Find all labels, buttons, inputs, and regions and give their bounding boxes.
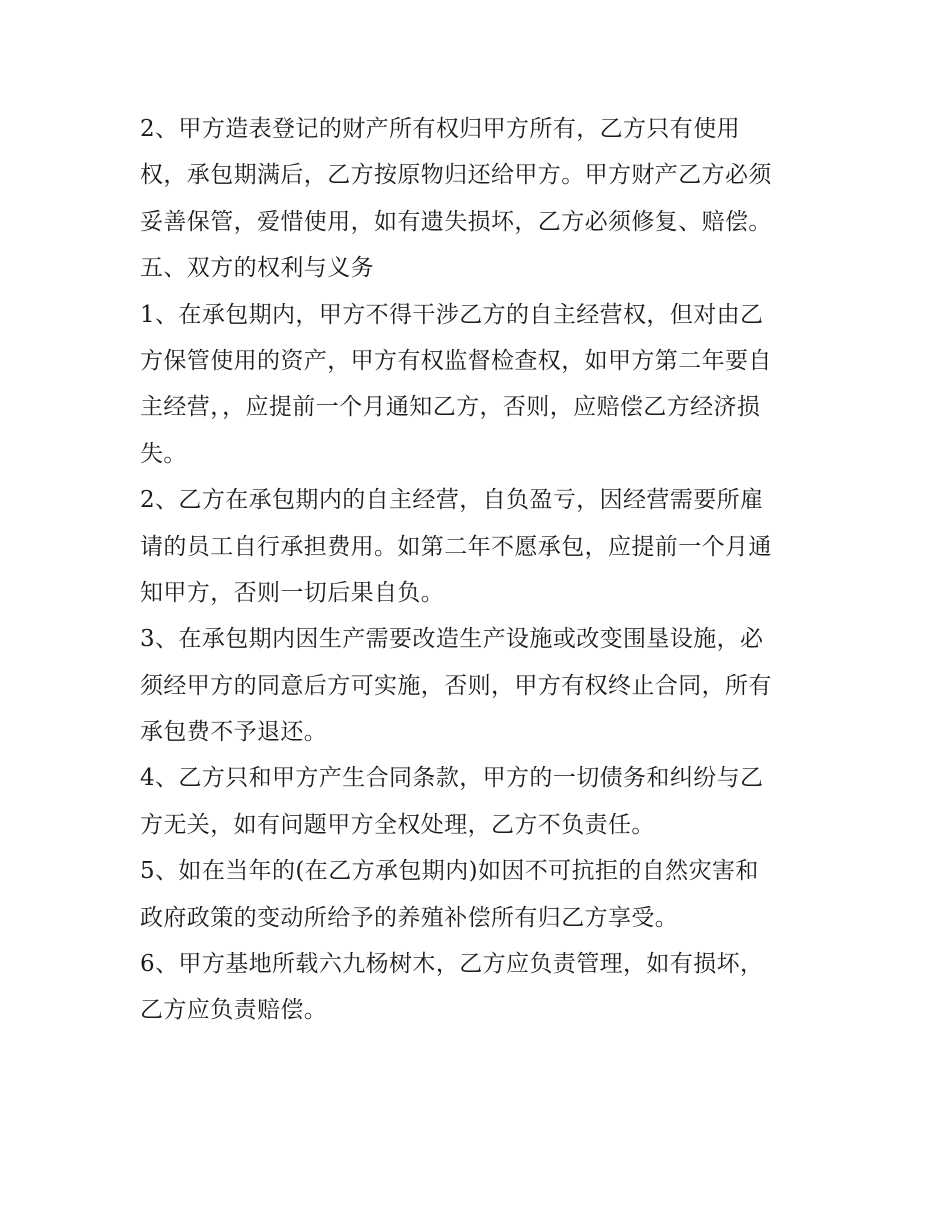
text-line: 乙方应负责赔偿。 <box>140 997 328 1024</box>
text-line: 方无关，如有问题甲方全权处理，乙方不负责任。 <box>140 811 655 838</box>
text-line: 妥善保管，爱惜使用，如有遗失损坏，乙方必须修复、赔偿。 <box>140 208 772 235</box>
text-line: 须经甲方的同意后方可实施，否则，甲方有权终止合同，所有 <box>140 672 772 699</box>
text-line: 请的员工自行承担费用。如第二年不愿承包，应提前一个月通 <box>140 533 772 560</box>
text-line: 1、在承包期内，甲方不得干涉乙方的自主经营权，但对由乙 <box>140 301 764 328</box>
text-line: 5、如在当年的(在乙方承包期内)如因不可抗拒的自然灾害和 <box>140 858 759 885</box>
text-line: 2、甲方造表登记的财产所有权归甲方所有，乙方只有使用 <box>140 116 741 142</box>
text-line: 权，承包期满后，乙方按原物归还给甲方。甲方财产乙方必须 <box>140 162 772 189</box>
section-heading: 五、双方的权利与义务 <box>140 255 374 282</box>
text-line: 政府政策的变动所给予的养殖补偿所有归乙方享受。 <box>140 904 679 931</box>
text-line: 承包费不予退还。 <box>140 719 328 746</box>
text-line: 6、甲方基地所载六九杨树木，乙方应负责管理，如有损坏， <box>140 951 764 978</box>
text-line: 3、在承包期内因生产需要改造生产设施或改变围垦设施，必 <box>140 626 764 653</box>
text-line: 2、乙方在承包期内的自主经营，自负盈亏，因经营需要所雇 <box>140 487 764 514</box>
text-line: 主经营，，应提前一个月通知乙方，否则，应赔偿乙方经济损 <box>140 394 761 421</box>
text-line: 4、乙方只和甲方产生合同条款，甲方的一切债务和纠纷与乙 <box>140 765 764 792</box>
document-body <box>140 106 812 1034</box>
text-line: 失。 <box>140 440 187 467</box>
text-line: 知甲方，否则一切后果自负。 <box>140 579 445 606</box>
text-line: 方保管使用的资产，甲方有权监督检查权，如甲方第二年要自 <box>140 347 772 374</box>
